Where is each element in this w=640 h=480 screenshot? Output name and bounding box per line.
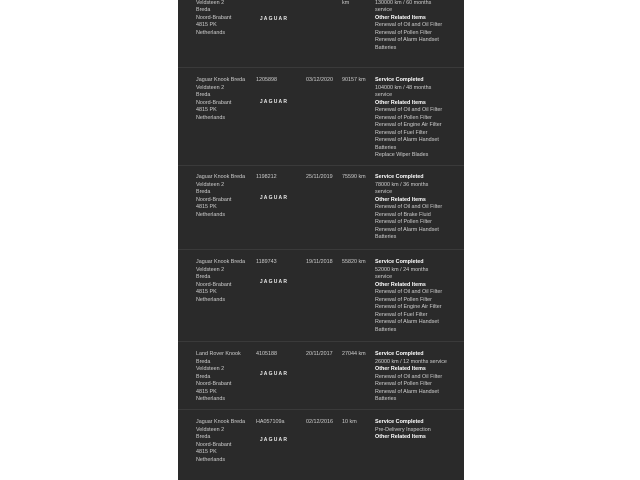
service-details [375, 174, 449, 242]
related-item: Renewal of Pollen Filter [375, 114, 432, 121]
dealer-province: Noord-Brabant [196, 14, 232, 21]
jaguar-logo: JAGUAR [259, 16, 289, 22]
service-title: Service Completed [375, 351, 424, 357]
invoice-number: 1189743 [256, 259, 277, 265]
jaguar-logo: JAGUAR [259, 279, 289, 285]
related-item: Batteries [375, 144, 397, 151]
service-record-row [178, 250, 464, 342]
dealer-street: Veldsteen 2 [196, 266, 225, 273]
dealer-street: Veldsteen 2 [196, 84, 225, 91]
service-title: Service Completed [375, 419, 424, 425]
invoice-number: 4105188 [256, 351, 277, 357]
dealer-country: Netherlands [196, 456, 226, 463]
dealer-street: Veldsteen 2 [196, 426, 225, 433]
service-date: 25/11/2019 [306, 174, 333, 180]
dealer-postcode: 4815 PK [196, 107, 217, 113]
dealer-name: Land Rover Knook [196, 351, 241, 357]
dealer-city: Breda [196, 434, 211, 440]
related-item: Renewal of Alarm Handset [375, 137, 439, 143]
mileage [342, 0, 372, 7]
related-items-title: Other Related Items [375, 14, 426, 21]
dealer-province: Noord-Brabant [196, 281, 232, 288]
related-item: Renewal of Pollen Filter [375, 29, 432, 36]
service-line: service [375, 7, 393, 13]
related-items-title: Other Related Items [375, 434, 426, 440]
related-items-title: Other Related Items [375, 99, 426, 106]
dealer-street: Veldsteen 2 [196, 181, 225, 188]
service-record-row [178, 342, 464, 410]
related-item: Renewal of Engine Air Filter [375, 122, 442, 128]
dealer-address [196, 77, 252, 122]
dealer-postcode: 4815 PK [196, 22, 217, 28]
mileage: 75590 km [342, 174, 366, 180]
service-title: Service Completed [375, 77, 424, 83]
service-details [375, 0, 449, 52]
dealer-country: Netherlands [196, 211, 226, 218]
service-line: service [375, 189, 393, 195]
service-title: Service Completed [375, 174, 424, 180]
service-line: Pre-Delivery Inspection [375, 426, 431, 433]
service-date: 19/11/2018 [306, 259, 333, 265]
dealer-postcode: 4815 PK [196, 204, 217, 210]
related-items-title: Other Related Items [375, 366, 426, 372]
dealer-city: Breda [196, 7, 211, 13]
related-item: Renewal of Oil and Oil Filter [375, 22, 443, 28]
service-details [375, 259, 449, 334]
related-item: Replace Wiper Blades [375, 152, 429, 158]
dealer-street: Veldsteen 2 [196, 0, 225, 6]
related-item: Batteries [375, 234, 397, 240]
related-item: Renewal of Pollen Filter [375, 296, 432, 303]
dealer-city: Breda [196, 189, 211, 195]
service-record-row [178, 68, 464, 166]
service-record-row [178, 166, 464, 250]
jaguar-logo: JAGUAR [259, 195, 289, 201]
dealer-address [196, 419, 252, 464]
dealer-country: Netherlands [196, 396, 226, 402]
dealer-address [196, 351, 252, 404]
invoice-number: 1205898 [256, 77, 277, 83]
related-item: Renewal of Engine Air Filter [375, 304, 442, 310]
service-record-row [178, 410, 464, 480]
related-item: Renewal of Oil and Oil Filter [375, 204, 443, 210]
dealer-name: Jaguar Knook Breda [196, 77, 246, 83]
dealer-city: Breda [196, 274, 211, 280]
dealer-street: Veldsteen 2 [196, 366, 225, 372]
dealer-name: Jaguar Knook Breda [196, 174, 246, 180]
dealer-province: Noord-Brabant [196, 381, 232, 387]
related-item: Renewal of Alarm Handset [375, 226, 439, 233]
related-item: Renewal of Oil and Oil Filter [375, 107, 443, 113]
related-item: Renewal of Oil and Oil Filter [375, 289, 443, 295]
related-item: Batteries [375, 44, 397, 51]
service-details [375, 77, 449, 160]
dealer-province: Noord-Brabant [196, 441, 232, 448]
related-items-title: Other Related Items [375, 196, 426, 203]
dealer-address [196, 174, 252, 219]
service-history-panel [178, 0, 464, 480]
related-item: Renewal of Alarm Handset [375, 388, 439, 395]
service-date: 02/12/2016 [306, 419, 333, 425]
service-line: service [375, 92, 393, 98]
dealer-name-line2: Breda [196, 358, 211, 365]
service-line: 26000 km / 12 months service [375, 358, 447, 365]
related-item: Renewal of Oil and Oil Filter [375, 373, 443, 380]
dealer-city: Breda [196, 92, 211, 98]
mileage: 10 km [342, 419, 357, 425]
related-item: Batteries [375, 396, 397, 402]
service-details [375, 351, 449, 404]
related-item: Renewal of Pollen Filter [375, 219, 432, 225]
dealer-country: Netherlands [196, 296, 226, 303]
invoice-number: HA057109a [256, 419, 285, 425]
mileage: 55820 km [342, 259, 366, 265]
service-details [375, 419, 449, 442]
related-item: Renewal of Fuel Filter [375, 129, 428, 136]
jaguar-logo: JAGUAR [259, 371, 289, 377]
invoice-number: 1198212 [256, 174, 277, 180]
related-item: Renewal of Alarm Handset [375, 319, 439, 325]
service-title: Service Completed [375, 259, 424, 265]
dealer-address [196, 0, 252, 37]
mileage-unit: km [342, 0, 350, 6]
dealer-country: Netherlands [196, 114, 226, 121]
service-record-row [178, 0, 464, 68]
service-line: 104000 km / 48 months [375, 84, 432, 91]
jaguar-logo: JAGUAR [259, 437, 289, 443]
dealer-province: Noord-Brabant [196, 196, 232, 203]
service-line: service [375, 274, 393, 280]
dealer-city: Breda [196, 373, 211, 380]
service-history-list [178, 0, 464, 480]
related-item: Batteries [375, 326, 397, 333]
mileage: 27044 km [342, 351, 366, 357]
service-line: 130000 km / 60 months [375, 0, 432, 6]
related-item: Renewal of Fuel Filter [375, 311, 428, 318]
service-line: 52000 km / 24 months [375, 266, 429, 273]
dealer-country: Netherlands [196, 29, 226, 36]
dealer-province: Noord-Brabant [196, 99, 232, 106]
dealer-postcode: 4815 PK [196, 449, 217, 455]
jaguar-logo: JAGUAR [259, 99, 289, 105]
dealer-name: Jaguar Knook Breda [196, 419, 246, 425]
service-date: 20/11/2017 [306, 351, 333, 357]
dealer-postcode: 4815 PK [196, 289, 217, 295]
service-line: 78000 km / 36 months [375, 181, 429, 188]
mileage: 90157 km [342, 77, 366, 83]
related-item: Renewal of Brake Fluid [375, 211, 431, 218]
related-items-title: Other Related Items [375, 281, 426, 288]
dealer-name: Jaguar Knook Breda [196, 259, 246, 265]
service-date: 03/12/2020 [306, 77, 333, 83]
related-item: Renewal of Pollen Filter [375, 381, 432, 387]
dealer-postcode: 4815 PK [196, 388, 217, 395]
dealer-address [196, 259, 252, 304]
related-item: Renewal of Alarm Handset [375, 37, 439, 43]
